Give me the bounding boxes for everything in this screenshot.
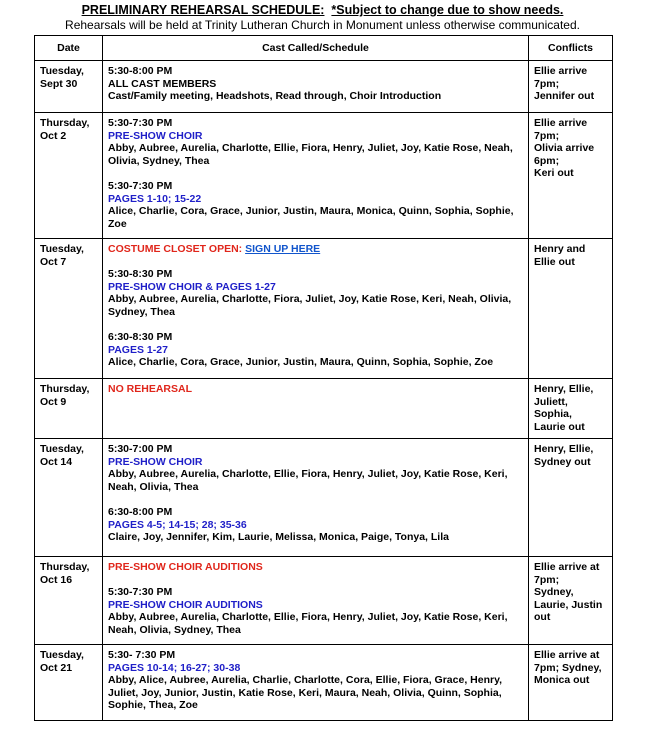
table-row (35, 61, 613, 113)
rehearsal-title: PRE-SHOW CHOIR (108, 455, 203, 468)
rehearsal-block (108, 117, 524, 167)
date-day: Thursday, (40, 117, 90, 129)
cast-list: Abby, Aubree, Aurelia, Charlotte, Ellie, Fiora, Henry, Juliet, Joy, Katie Rose, Keri, Neah, Olivia, Sydney, Thea (108, 611, 508, 636)
date-cell (35, 645, 103, 721)
rehearsal-time: 5:30-7:30 PM (108, 586, 173, 599)
date-day: Tuesday, (40, 443, 84, 455)
date-value: Sept 30 (40, 77, 78, 90)
conflicts-cell (529, 113, 613, 239)
table-row (35, 439, 613, 557)
conflict-line: Sophia, (534, 408, 572, 421)
date-day: Tuesday, (40, 649, 84, 661)
cast-cell (103, 645, 529, 721)
conflict-line: Sydney out (534, 455, 591, 468)
date-value: Oct 9 (40, 395, 67, 408)
cast-wrap (103, 645, 528, 716)
conflict-line: Ellie arrive (534, 117, 588, 129)
notice-text: COSTUME CLOSET OPEN: (108, 243, 243, 255)
conflict-line: Olivia arrive (534, 142, 595, 155)
cast-list: Abby, Aubree, Aurelia, Charlotte, Ellie, Fiora, Henry, Juliet, Joy, Katie Rose, Neah, Olivia, Sydney, Thea (108, 142, 513, 167)
rehearsal-title: PAGES 4-5; 14-15; 28; 35-36 (108, 518, 247, 531)
date-day: Tuesday, (40, 65, 84, 77)
table-row (35, 379, 613, 439)
conflict-line: Ellie arrive at (534, 561, 600, 573)
rehearsal-block (108, 443, 524, 493)
conflict-line: Sydney, (534, 586, 574, 599)
conflict-line: Henry and (534, 243, 586, 255)
cast-cell (103, 439, 529, 557)
cast-list: Alice, Charlie, Cora, Grace, Junior, Justin, Maura, Monica, Quinn, Sophia, Sophie, Zoe (108, 205, 514, 230)
date-value: Oct 14 (40, 455, 73, 468)
rehearsal-title: PRE-SHOW CHOIR AUDITIONS (108, 598, 263, 611)
rehearsal-schedule-table (34, 35, 613, 721)
rehearsal-title: PAGES 1-27 (108, 343, 168, 356)
date-wrap (35, 113, 102, 146)
cast-list: Claire, Joy, Jennifer, Kim, Laurie, Melissa, Monica, Paige, Tonya, Lila (108, 531, 449, 544)
conflicts-cell (529, 61, 613, 113)
conflicts-wrap (529, 239, 612, 272)
rehearsal-time: 5:30-7:30 PM (108, 117, 173, 129)
conflict-line: 7pm; Sydney, (534, 661, 602, 674)
cast-cell (103, 557, 529, 645)
column-header-conflicts: Conflicts (529, 36, 613, 61)
sign-up-link[interactable]: SIGN UP HERE (245, 243, 321, 255)
schedule-subtitle: Rehearsals will be held at Trinity Lutheran Church in Monument unless otherwise communicated. (65, 18, 580, 32)
rehearsal-title: PRE-SHOW CHOIR & PAGES 1-27 (108, 280, 276, 293)
conflict-line: Henry, Ellie, (534, 383, 594, 395)
conflict-line: 7pm; (534, 573, 560, 586)
cast-list: Cast/Family meeting, Headshots, Read through, Choir Introduction (108, 90, 442, 103)
date-cell (35, 61, 103, 113)
conflict-line: Monica out (534, 674, 590, 687)
rehearsal-time: 5:30-8:00 PM (108, 65, 173, 77)
title-note: *Subject to change due to show needs. (331, 3, 564, 17)
date-value: Oct 21 (40, 661, 73, 674)
cast-wrap (103, 439, 528, 548)
date-cell (35, 439, 103, 557)
cast-cell (103, 239, 529, 379)
schedule-body (35, 61, 613, 721)
date-value: Oct 16 (40, 573, 73, 586)
rehearsal-block (108, 268, 524, 318)
date-wrap (35, 439, 102, 472)
cast-wrap (103, 379, 528, 400)
table-row (35, 645, 613, 721)
date-day: Tuesday, (40, 243, 84, 255)
conflict-line: 7pm; (534, 129, 560, 142)
rehearsal-block (108, 65, 524, 103)
rehearsal-block (108, 331, 524, 369)
conflicts-cell (529, 379, 613, 439)
column-header-date: Date (35, 36, 103, 61)
date-cell (35, 113, 103, 239)
conflicts-cell (529, 239, 613, 379)
date-wrap (35, 557, 102, 590)
conflict-line: Laurie out (534, 420, 585, 433)
conflicts-cell (529, 557, 613, 645)
conflicts-wrap (529, 557, 612, 628)
conflict-line: 6pm; (534, 154, 560, 167)
date-value: Oct 2 (40, 129, 67, 142)
cast-wrap (103, 239, 528, 373)
table-header-row (35, 36, 613, 61)
cast-wrap (103, 61, 528, 107)
column-header-cast: Cast Called/Schedule (103, 36, 529, 61)
rehearsal-time: 5:30-7:30 PM (108, 179, 173, 192)
rehearsal-title: PAGES 1-10; 15-22 (108, 192, 202, 205)
date-cell (35, 239, 103, 379)
rehearsal-time: 6:30-8:00 PM (108, 505, 173, 518)
date-wrap (35, 379, 102, 412)
conflict-line: out (534, 611, 551, 624)
date-wrap (35, 239, 102, 272)
date-cell (35, 557, 103, 645)
conflict-line: Jennifer out (534, 90, 595, 103)
rehearsal-title: PRE-SHOW CHOIR (108, 129, 203, 142)
cast-list: Abby, Alice, Aubree, Aurelia, Charlie, Charlotte, Cora, Ellie, Fiora, Grace, Henry, Juliet, Joy, Junior, Justin, Katie Rose, Keri, Maura, Neah, Olivia, Quinn, Sophia, Sophie, Thea, Zoe (108, 674, 503, 712)
rehearsal-title: PAGES 10-14; 16-27; 30-38 (108, 661, 241, 674)
date-day: Thursday, (40, 561, 90, 573)
cast-cell (103, 113, 529, 239)
date-value: Oct 7 (40, 255, 67, 268)
conflict-line: Juliett, (534, 395, 568, 408)
rehearsal-block (108, 649, 524, 712)
rehearsal-time: 5:30- 7:30 PM (108, 649, 176, 661)
date-wrap (35, 645, 102, 678)
title-prefix: PRELIMINARY REHEARSAL SCHEDULE: (81, 3, 325, 17)
rehearsal-block (108, 586, 524, 636)
cast-cell (103, 379, 529, 439)
conflicts-wrap (529, 645, 612, 691)
table-row (35, 239, 613, 379)
rehearsal-title: ALL CAST MEMBERS (108, 77, 217, 90)
table-row (35, 557, 613, 645)
conflict-line: Keri out (534, 167, 574, 180)
conflicts-wrap (529, 113, 612, 184)
rehearsal-time: 6:30-8:30 PM (108, 331, 173, 344)
notice-banner: PRE-SHOW CHOIR AUDITIONS (108, 561, 263, 573)
schedule-title (0, 3, 645, 17)
cast-wrap (103, 557, 528, 641)
conflict-line: 7pm; (534, 77, 560, 90)
table-row (35, 113, 613, 239)
date-wrap (35, 61, 102, 94)
costume-closet-notice (108, 243, 524, 256)
conflict-line: Laurie, Justin (534, 598, 603, 611)
conflicts-cell (529, 645, 613, 721)
rehearsal-block (108, 506, 524, 544)
cast-wrap (103, 113, 528, 234)
date-cell (35, 379, 103, 439)
date-day: Thursday, (40, 383, 90, 395)
conflicts-wrap (529, 379, 612, 437)
conflict-line: Ellie out (534, 255, 575, 268)
conflict-line: Henry, Ellie, (534, 443, 594, 455)
conflicts-wrap (529, 61, 612, 107)
cast-list: Alice, Charlie, Cora, Grace, Junior, Justin, Maura, Quinn, Sophia, Sophie, Zoe (108, 356, 494, 369)
rehearsal-block (108, 180, 524, 230)
cast-cell (103, 61, 529, 113)
conflicts-wrap (529, 439, 612, 472)
conflict-line: Ellie arrive (534, 65, 588, 77)
conflict-line: Ellie arrive at (534, 649, 600, 661)
cast-list: Abby, Aubree, Aurelia, Charlotte, Fiora, Juliet, Joy, Katie Rose, Keri, Neah, Olivia, Sydney, Thea (108, 293, 512, 318)
conflicts-cell (529, 439, 613, 557)
rehearsal-time: 5:30-8:30 PM (108, 268, 173, 281)
cast-list: Abby, Aubree, Aurelia, Charlotte, Ellie, Fiora, Henry, Juliet, Joy, Katie Rose, Keri, Neah, Olivia, Thea (108, 468, 508, 493)
notice-banner: NO REHEARSAL (108, 383, 193, 395)
rehearsal-time: 5:30-7:00 PM (108, 443, 173, 455)
